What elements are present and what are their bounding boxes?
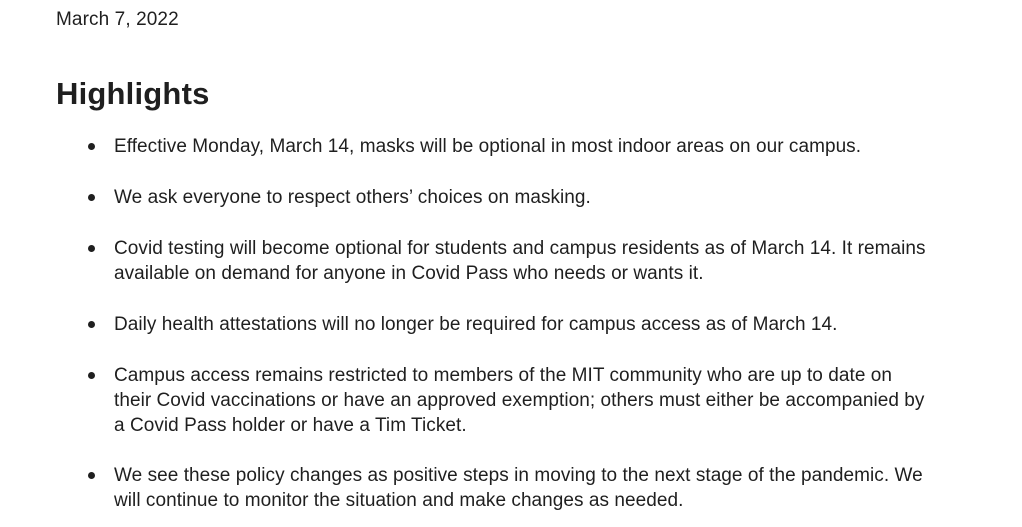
list-item-text: We see these policy changes as positive steps in moving to the next stage of the pandemic. We will continue to monitor the situation and make changes as needed. <box>114 465 923 511</box>
bullet-icon <box>88 194 95 201</box>
bullet-icon <box>88 143 95 150</box>
list-item-text: We ask everyone to respect others’ choices on masking. <box>114 187 591 208</box>
document-page <box>56 0 956 527</box>
bullet-icon <box>88 472 95 479</box>
bullet-icon <box>88 321 95 328</box>
bullet-icon <box>88 245 95 252</box>
list-item-text: Campus access remains restricted to members of the MIT community who are up to date on their Covid vaccinations or have an approved exemption; others must either be accompanied by a Covid Pass holder or have a Tim Ticket. <box>114 365 925 436</box>
list-item-text: Covid testing will become optional for students and campus residents as of March 14. It remains available on demand for anyone in Covid Pass who needs or wants it. <box>114 238 926 284</box>
bullet-icon <box>88 372 95 379</box>
page-title: Highlights <box>56 76 210 111</box>
date-label: March 7, 2022 <box>56 9 179 30</box>
list-item-text: Daily health attestations will no longer be required for campus access as of March 14. <box>114 314 838 335</box>
list-item-text: Effective Monday, March 14, masks will be optional in most indoor areas on our campus. <box>114 136 862 157</box>
